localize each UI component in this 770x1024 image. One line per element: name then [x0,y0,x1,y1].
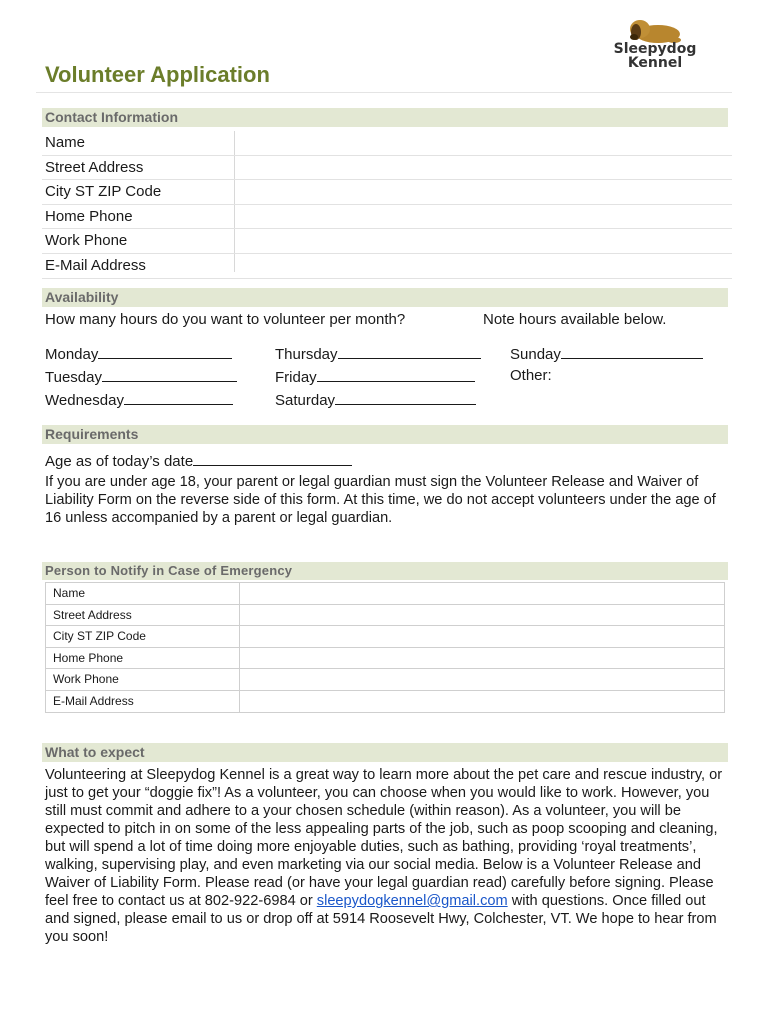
logo-line-1: Sleepydog [613,41,697,57]
day-label: Monday [45,346,99,363]
day-label: Sunday [510,346,561,363]
day-label: Wednesday [45,392,124,409]
page-title: Volunteer Application [45,62,270,87]
emergency-row-name[interactable] [46,583,724,605]
contact-table [42,131,732,279]
tuesday-hours-field[interactable] [102,367,237,382]
age-line [45,451,352,470]
day-label: Friday [275,369,317,386]
monday-line [45,344,232,363]
field-label: Work Phone [45,232,128,250]
contact-row-name[interactable] [42,131,732,156]
cell-divider [239,605,240,626]
contact-row-street[interactable] [42,156,732,181]
field-label: Street Address [45,158,144,176]
field-label: Name [53,586,86,600]
tuesday-line [45,367,237,386]
expect-text [45,766,725,946]
requirements-section-heading: Requirements [42,425,728,444]
day-label: Tuesday [45,369,102,386]
availability-section-heading: Availability [42,288,728,307]
wednesday-hours-field[interactable] [124,390,233,405]
contact-row-work-phone[interactable] [42,229,732,254]
emergency-row-city[interactable] [46,626,724,648]
sleepydog-logo [612,18,698,74]
field-label: Name [45,134,86,151]
cell-divider [239,648,240,669]
field-label: E-Mail Address [53,693,134,708]
hours-question: How many hours do you want to volunteer per month? [45,311,406,328]
friday-line [275,367,475,386]
field-label: Work Phone [53,672,119,687]
contact-row-city[interactable] [42,180,732,205]
emergency-row-street[interactable] [46,605,724,627]
logo-line-2: Kennel [627,55,683,71]
contact-row-email[interactable] [42,254,732,279]
cell-divider [239,626,240,647]
requirements-text: If you are under age 18, your parent or legal guardian must sign the Volunteer Release and Waiver of Liability Form on the reverse side of this form. At this time, we do not accept volunteers under the age of 16 unless accompanied by a parent or legal guardian. [45,474,716,526]
day-label: Saturday [275,392,336,409]
day-label: Thursday [275,346,338,363]
hours-note: Note hours available below. [483,311,667,328]
field-label: Street Address [53,607,132,622]
sunday-hours-field[interactable] [561,344,703,359]
thursday-line [275,344,481,363]
cell-divider [239,691,240,712]
day-label: Other: [510,367,552,384]
emergency-section-heading: Person to Notify in Case of Emergency [42,562,728,580]
cell-divider [239,669,240,690]
logo-wordmark [612,42,698,70]
field-label: City ST ZIP Code [45,183,162,201]
emergency-row-home-phone[interactable] [46,648,724,670]
age-label: Age as of today’s date [45,453,194,470]
monday-hours-field[interactable] [98,344,232,359]
contact-section-heading: Contact Information [42,108,728,127]
expect-text-before: Volunteering at Sleepydog Kennel is a great way to learn more about the pet care and rescue industry, or just to get your “doggie fix”! As a volunteer, you can choose when you would like to work. However, you still must commit and adhere to a your chosen schedule (within reason). As a volunteer, you will be expected to pitch in on some of the less appealing parts of the job, such as poop scooping and cleaning, but will spend a lot of time doing more enjoyable duties, such as bathing, providing ‘royal treatments’, walking, supervising play, and even marketing via our social media. Below is a Volunteer Release and Waiver of Liability Form. Please read (or have your legal guardian read) carefully before signing. Please feel free to contact us at 802-922-6984 or [45,767,723,909]
emergency-table [45,582,725,713]
saturday-line [275,390,476,409]
age-field[interactable] [193,451,352,466]
email-link[interactable]: sleepydogkennel@gmail.com [316,893,508,909]
field-label: E-Mail Address [45,256,146,274]
expect-text-after: with questions. Once filled out and signed, please email to us or drop off at 5914 Roosevelt Hwy, Colchester, VT. We hope to hear from you soon! [45,893,717,945]
emergency-row-email[interactable] [46,691,724,712]
other-line [510,367,552,384]
emergency-row-work-phone[interactable] [46,669,724,691]
thursday-hours-field[interactable] [338,344,481,359]
field-label: Home Phone [53,650,124,665]
title-divider [36,92,732,93]
cell-divider [239,583,240,604]
saturday-hours-field[interactable] [335,390,476,405]
field-label: Home Phone [45,207,133,225]
wednesday-line [45,390,233,409]
contact-row-home-phone[interactable] [42,205,732,230]
expect-section-heading: What to expect [42,743,728,762]
friday-hours-field[interactable] [317,367,475,382]
field-label: City ST ZIP Code [53,629,146,644]
sunday-line [510,344,703,363]
